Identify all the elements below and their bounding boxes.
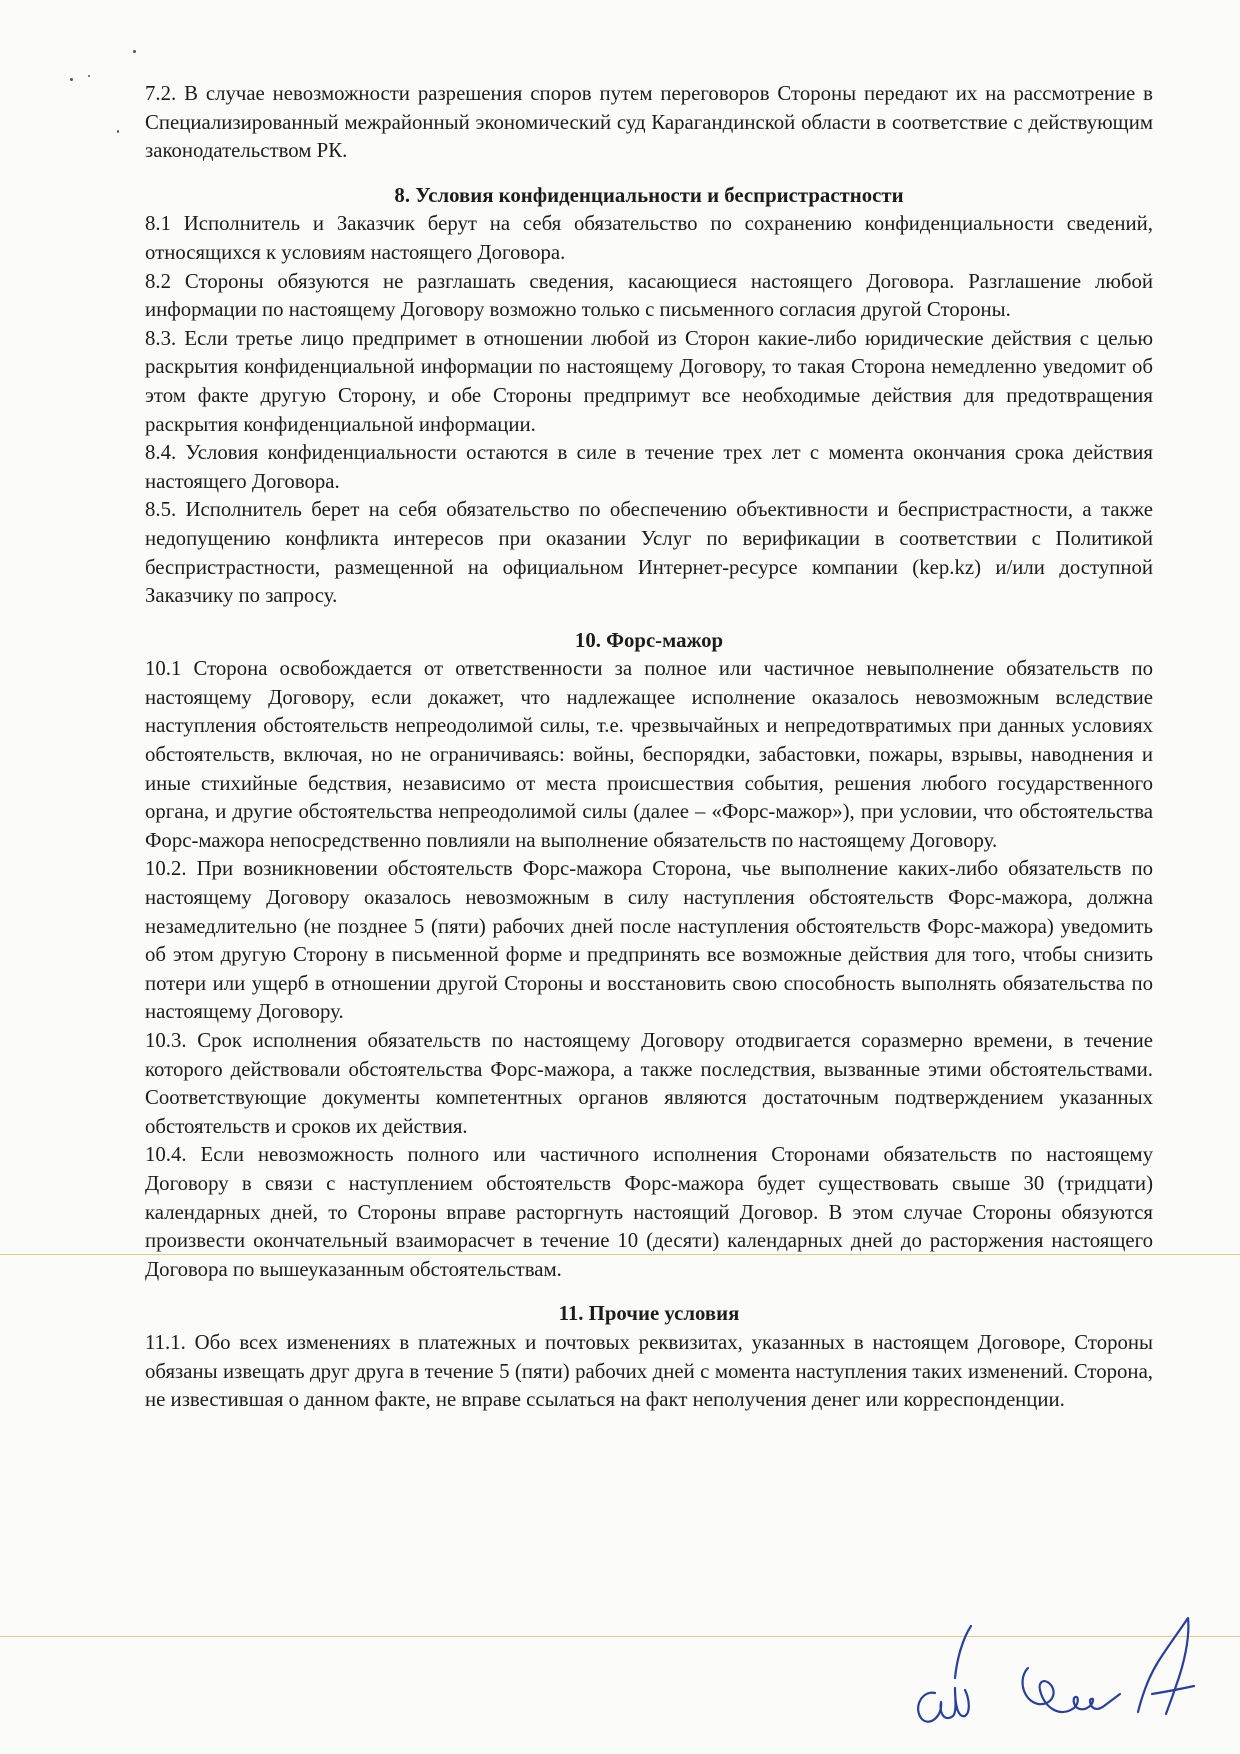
clause-10-3: 10.3. Срок исполнения обязательств по настоящему Договору отодвигается соразмерно времени, в течение которого действовали обстоятельства Форс-мажора, а также последствия, вызванные этими обстоятельствами. Соответствующие документы компетентных органов являются достаточным подтверждением указанных обстоятельств и сроков их действия. (145, 1029, 1153, 1138)
section-11 (145, 1300, 1153, 1414)
clause-8-1: 8.1 Исполнитель и Заказчик берут на себя обязательство по сохранению конфиденциальности сведений, относящихся к условиям настоящего Договора. (145, 212, 1153, 264)
document-body (145, 80, 1153, 1415)
clause-10-2: 10.2. При возникновении обстоятельств Форс-мажора Сторона, чье выполнение каких-либо обязательств по настоящему Договору оказалось невозможным в силу наступления обстоятельств Форс-мажора, должна незамедлительно (не позднее 5 (пяти) рабочих дней после наступления обстоятельств Форс-мажора) уведомить об этом другую Сторону в письменной форме и предпринять все возможные действия для того, чтобы снизить потери или ущерб в отношении другой Стороны и восстановить свою способность выполнять обязательства по настоящему Договору. (145, 857, 1153, 1024)
section-10 (145, 627, 1153, 1285)
clause-8-5: 8.5. Исполнитель берет на себя обязательство по обеспечению объективности и беспристрастности, а также недопущению конфликта интересов при оказании Услуг по верификации в соответствии с Политикой беспристрастности, размещенной на официальном Интернет-ресурсе компании (kep.kz) и/или доступной Заказчику по запросу. (145, 498, 1153, 608)
scan-speck (133, 50, 136, 53)
clause-10-4: 10.4. Если невозможность полного или частичного исполнения Сторонами обязательств по настоящему Договору в связи с наступлением обстоятельств Форс-мажора будет существовать свыше 30 (тридцати) календарных дней, то Стороны вправе расторгнуть настоящий Договор. В этом случае Стороны обязуются произвести окончательный взаиморасчет в течение 10 (десяти) календарных дней до расторжения настоящего Договора по вышеуказанным обстоятельствам. (145, 1143, 1153, 1281)
clause-8-2: 8.2 Стороны обязуются не разглашать сведения, касающиеся настоящего Договора. Разглашение любой информации по настоящему Договору возможно только с письменного согласия другой Стороны. (145, 269, 1153, 322)
clause-8-4: 8.4. Условия конфиденциальности остаются в силе в течение трех лет с момента окончания срока действия настоящего Договора. (145, 441, 1153, 493)
section-8-title: 8. Условия конфиденциальности и беспристрастности (394, 183, 904, 207)
clause-7-2: 7.2. В случае невозможности разрешения споров путем переговоров Стороны передают их на рассмотрение в Специализированный межрайонный экономический суд Карагандинской области в соответствие с действующим законодательством РК. (145, 82, 1153, 163)
scan-speck (88, 75, 90, 77)
signature-left (905, 1618, 985, 1738)
scan-speck (70, 78, 73, 81)
scan-speck (117, 130, 119, 133)
section-10-title: 10. Форс-мажор (574, 628, 724, 652)
clause-11-1: 11.1. Обо всех изменениях в платежных и почтовых реквизитах, указанных в настоящем Договоре, Стороны обязаны извещать друг друга в течение 5 (пяти) рабочих дней с момента наступления таких изменений. Сторона, не известившая о данном факте, не вправе ссылаться на факт неполучения денег или корреспонденции. (145, 1330, 1153, 1412)
section-8 (145, 182, 1153, 611)
signature-right (1008, 1608, 1208, 1738)
clause-8-3: 8.3. Если третье лицо предпримет в отношении любой из Сторон какие-либо юридические действия с целью раскрытия конфиденциальной информации по настоящему Договору, то такая Сторона немедленно уведомит об этом факте другую Сторону, и обе Стороны предпримут все необходимые действия для предотвращения раскрытия конфиденциальной информации. (145, 326, 1153, 436)
clause-7-2-block (145, 80, 1153, 166)
section-11-title: 11. Прочие условия (558, 1302, 740, 1326)
clause-10-1: 10.1 Сторона освобождается от ответственности за полное или частичное невыполнение обязательств по настоящему Договору, если докажет, что надлежащее исполнение оказалось невозможным вследствие наступления обстоятельств непреодолимой силы, т.е. чрезвычайных и непредотвратимых при данных условиях обстоятельств, включая, но не ограничиваясь: войны, беспорядки, забастовки, пожары, взрывы, наводнения и иные стихийные бедствия, независимо от места происшествия события, решения любого государственного органа, и другие обстоятельства непреодолимой силы (далее – «Форс-мажор»), при условии, что обстоятельства Форс-мажора непосредственно повлияли на выполнение обязательств по настоящему Договору. (145, 657, 1153, 852)
